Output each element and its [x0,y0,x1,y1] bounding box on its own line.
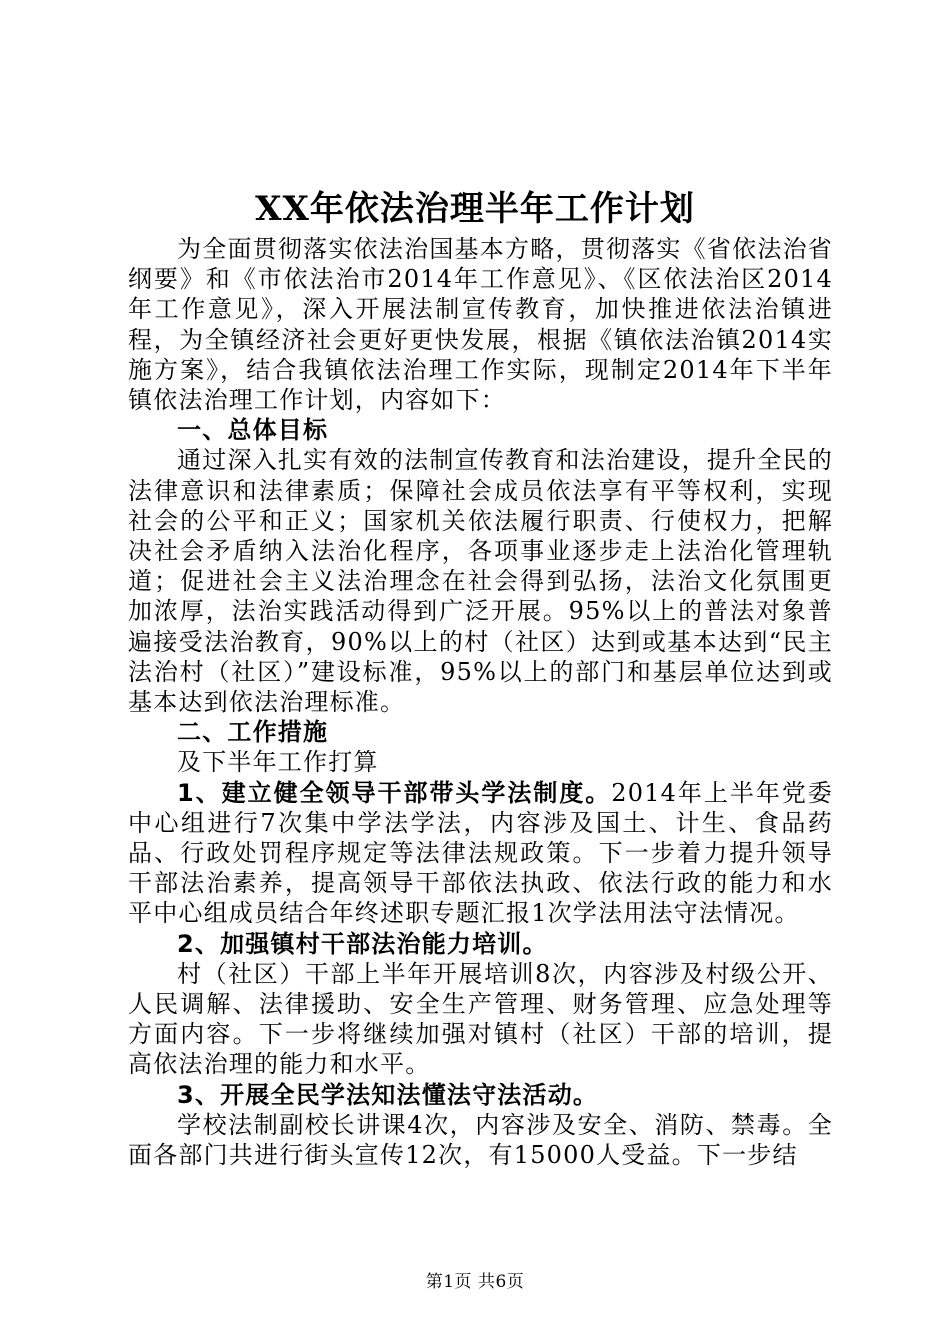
item1-paragraph [128,778,833,929]
intro-paragraph: 为全面贯彻落实依法治国基本方略，贯彻落实《省依法治省纲要》和《市依法治市2014年工作意见》、《区依法治区2014年工作意见》，深入开展法制宣传教育，加快推进依法治镇进程，为全镇经济社会更好更快发展，根据《镇依法治镇2014实施方案》，结合我镇依法治理工作实际，现制定2014年下半年镇依法治理工作计划，内容如下： [128,235,833,415]
section2-subheading: 及下半年工作打算 [177,748,379,777]
item2-paragraph: 村（社区）干部上半年开展培训8次，内容涉及村级公开、人民调解、法律援助、安全生产管理、财务管理、应急处理等方面内容。下一步将继续加强对镇村（社区）干部的培训，提高依法治理的能力和水平。 [128,959,833,1079]
page-number-footer: 第1页 共6页 [425,1272,525,1292]
item1-text: 2014年上半年党委中心组进行7次集中学法学法，内容涉及国土、计生、食品药品、行政处罚程序规定等法律法规政策。下一步着力提升领导干部法治素养，提高领导干部依法执政、依法行政的能力和水平中心组成员结合年终述职专题汇报1次学法用法守法情况。 [128,778,833,928]
item1-lead: 1、建立健全领导干部带头学法制度。 [177,778,612,807]
item3-paragraph: 学校法制副校长讲课4次，内容涉及安全、消防、禁毒。全面各部门共进行街头宣传12次，有15000人受益。下一步结 [128,1110,833,1170]
section1-paragraph: 通过深入扎实有效的法制宣传教育和法治建设，提升全民的法律意识和法律素质；保障社会成员依法享有平等权利，实现社会的公平和正义；国家机关依法履行职责、行使权力，把解决社会矛盾纳入法治化程序，各项事业逐步走上法治化管理轨道；促进社会主义法治理念在社会得到弘扬，法治文化氛围更加浓厚，法治实践活动得到广泛开展。95%以上的普法对象普遍接受法治教育，90%以上的村（社区）达到或基本达到“民主法治村（社区）”建设标准，95%以上的部门和基层单位达到或基本达到依法治理标准。 [128,446,833,717]
document-title: XX年依法治理半年工作计划 [255,189,695,229]
item2-lead: 2、加强镇村干部法治能力培训。 [177,929,548,958]
item3-lead: 3、开展全民学法知法懂法守法活动。 [177,1080,599,1109]
section1-heading: 一、总体目标 [177,416,329,445]
document-body [128,234,833,1170]
section2-heading: 二、工作措施 [177,718,329,747]
